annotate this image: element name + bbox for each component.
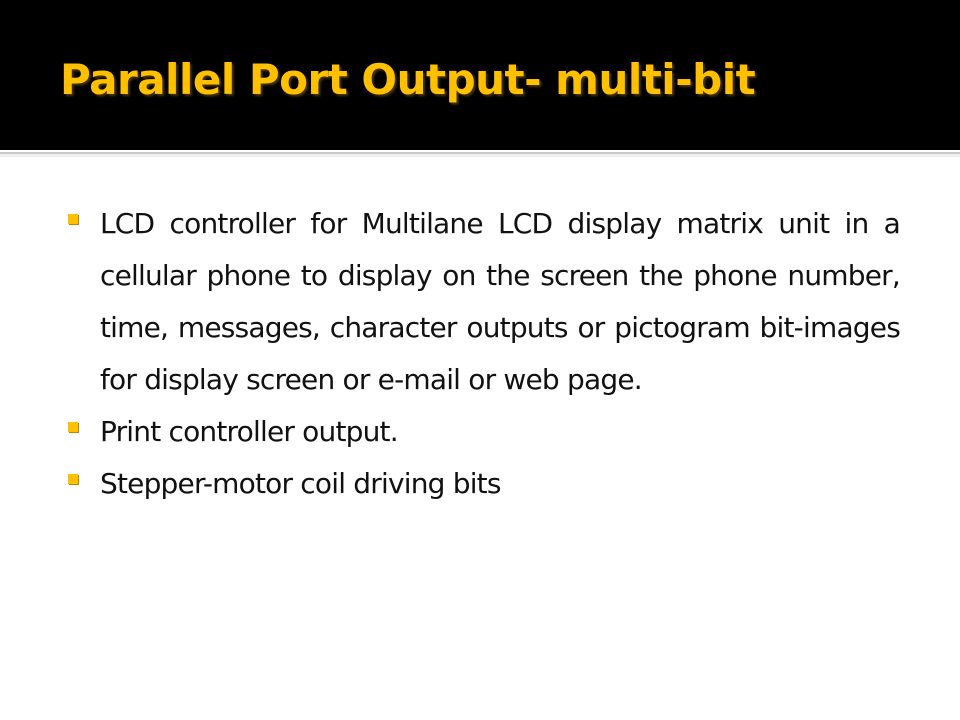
bullet-text: Stepper-motor coil driving bits	[100, 467, 501, 500]
bullet-text: Print controller output.	[100, 415, 398, 448]
title-divider	[0, 151, 960, 157]
bullet-item-lcd-controller	[64, 198, 900, 406]
title-bar	[0, 0, 960, 150]
bullet-item-print-controller	[64, 406, 900, 458]
bullet-text: LCD controller for Multilane LCD display matrix unit in a cellular phone to display on the screen the phone number, time, messages, character outputs or pictogram bit-images for display screen or e-mail or web page.	[100, 207, 900, 396]
slide-title: Parallel Port Output- multi-bit	[60, 55, 756, 104]
square-bullet-icon	[68, 214, 78, 224]
bullet-list	[64, 198, 900, 510]
bullet-item-stepper-motor	[64, 458, 900, 510]
square-bullet-icon	[68, 474, 78, 484]
square-bullet-icon	[68, 422, 78, 432]
